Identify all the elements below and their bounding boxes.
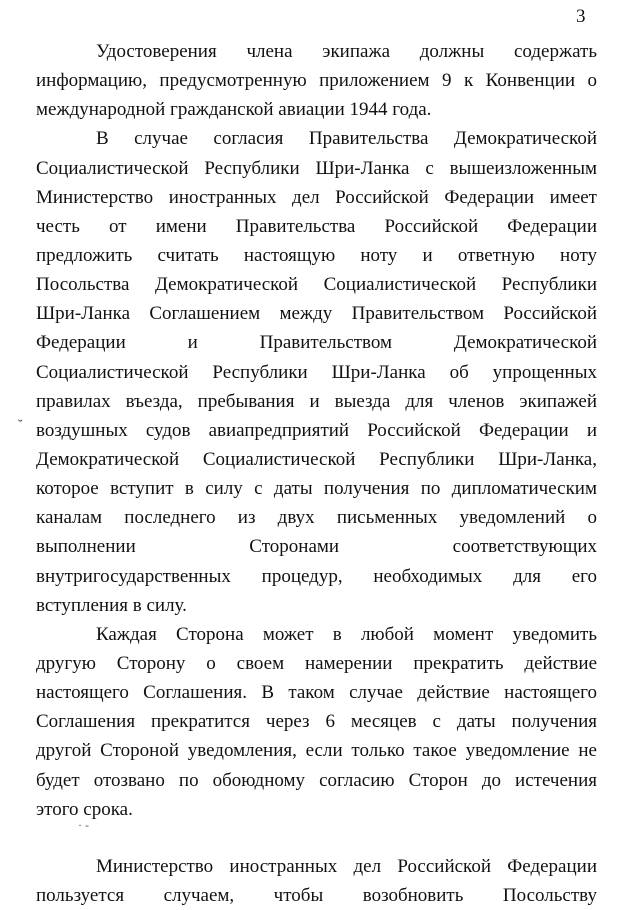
text-line: этого срока. <box>36 798 133 820</box>
text-line: Федерации и Правительством Демократической <box>36 332 597 354</box>
text-line: Соглашения прекратится через 6 месяцев с даты получения <box>36 711 597 733</box>
text-line: Посольства Демократической Социалистической Республики <box>36 274 597 296</box>
text-line: Каждая Сторона может в любой момент уведомить <box>96 623 597 645</box>
text-line: Министерство иностранных дел Российской Федерации имеет <box>36 186 597 208</box>
text-line: выполнении Сторонами соответствующих <box>36 536 597 558</box>
text-line: настоящего Соглашения. В таком случае действие настоящего <box>36 682 597 704</box>
paragraph <box>36 37 597 124</box>
text-line: Удостоверения члена экипажа должны содержать <box>96 41 597 62</box>
scan-artifact: · - <box>78 818 89 832</box>
text-line: которое вступит в силу с даты получения по дипломатическим <box>36 478 597 500</box>
text-line: В случае согласия Правительства Демократической <box>96 128 597 150</box>
text-line: честь от имени Правительства Российской Федерации <box>36 215 597 237</box>
text-line: будет отозвано по обоюдному согласию Сторон до истечения <box>36 769 597 791</box>
text-line: каналам последнего из двух письменных уведомлений о <box>36 507 597 529</box>
text-line: Министерство иностранных дел Российской Федерации <box>96 855 597 877</box>
text-line: Шри-Ланка Соглашением между Правительством Российской <box>36 303 597 325</box>
text-line: пользуется случаем, чтобы возобновить Посольству <box>36 884 597 906</box>
scan-artifact: ˘ <box>18 418 23 433</box>
paragraph <box>36 124 597 619</box>
page-number: 3 <box>576 6 586 27</box>
text-line: международной гражданской авиации 1944 года. <box>36 99 432 121</box>
text-line: информацию, предусмотренную приложением 9 к Конвенции о <box>36 70 597 92</box>
text-line: внутригосударственных процедур, необходимых для его <box>36 565 597 587</box>
text-line: другую Сторону о своем намерении прекратить действие <box>36 652 597 674</box>
text-line: другой Стороной уведомления, если только такое уведомление не <box>36 740 597 762</box>
text-line: Демократической Социалистической Республики Шри-Ланка, <box>36 448 597 470</box>
text-line: вступления в силу. <box>36 594 187 616</box>
document-body <box>36 37 597 910</box>
paragraph <box>36 852 597 910</box>
text-line: правилах въезда, пребывания и выезда для членов экипажей <box>36 390 597 412</box>
paragraph <box>36 620 597 824</box>
text-line: Социалистической Республики Шри-Ланка об упрощенных <box>36 361 597 383</box>
text-line: Социалистической Республики Шри-Ланка с вышеизложенным <box>36 157 597 179</box>
text-line: предложить считать настоящую ноту и ответную ноту <box>36 244 597 266</box>
text-line: воздушных судов авиапредприятий Российской Федерации и <box>36 419 597 441</box>
